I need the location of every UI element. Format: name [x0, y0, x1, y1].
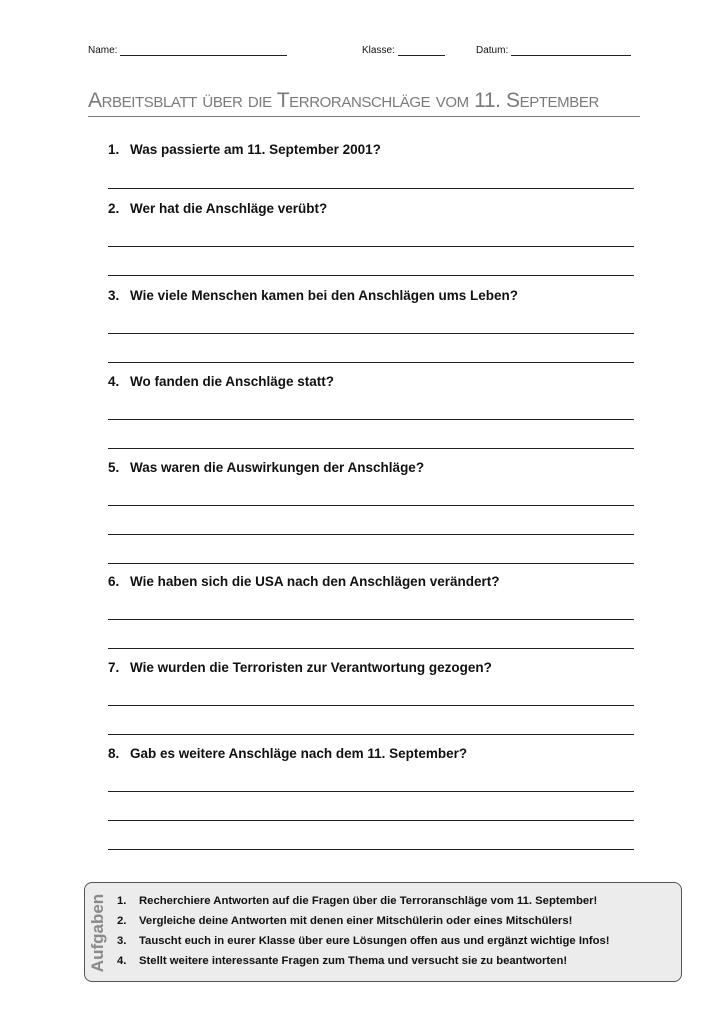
worksheet-title: Arbeitsblatt über die Terroranschläge vom 11. September [88, 88, 640, 117]
answer-line[interactable] [108, 734, 634, 735]
question-number: 6. [108, 574, 120, 589]
answer-line[interactable] [108, 246, 634, 247]
question-number: 1. [108, 142, 120, 157]
answer-line[interactable] [108, 188, 634, 189]
answer-line[interactable] [108, 448, 634, 449]
question-text: Was waren die Auswirkungen der Anschläge? [130, 460, 425, 475]
aufgaben-number: 3. [117, 935, 127, 947]
aufgaben-item [117, 951, 610, 971]
question-text: Was passierte am 11. September 2001? [130, 142, 381, 157]
question-4 [108, 373, 634, 391]
answer-line[interactable] [108, 791, 634, 792]
datum-field[interactable] [476, 44, 631, 56]
datum-label: Datum: [476, 45, 509, 56]
question-number: 7. [108, 660, 120, 675]
question-text: Wo fanden die Anschläge statt? [130, 374, 335, 389]
question-number: 8. [108, 746, 120, 761]
aufgaben-number: 1. [117, 895, 127, 907]
question-number: 2. [108, 201, 120, 216]
answer-line[interactable] [108, 619, 634, 620]
question-text: Wie viele Menschen kamen bei den Anschlägen ums Leben? [130, 288, 518, 303]
answer-line[interactable] [108, 849, 634, 850]
aufgaben-label: Aufgaben [88, 893, 107, 973]
question-7 [108, 659, 634, 677]
question-2 [108, 200, 634, 218]
aufgaben-item [117, 931, 610, 951]
aufgaben-text: Vergleiche deine Antworten mit denen einer Mitschülerin oder eines Mitschülers! [139, 915, 573, 927]
question-number: 4. [108, 374, 120, 389]
aufgaben-list [117, 891, 610, 971]
name-label: Name: [88, 45, 118, 56]
answer-line[interactable] [108, 820, 634, 821]
aufgaben-text: Stellt weitere interessante Fragen zum Thema und versucht sie zu beantworten! [139, 955, 568, 967]
datum-line [511, 44, 631, 56]
question-text: Wer hat die Anschläge verübt? [130, 201, 328, 216]
answer-line[interactable] [108, 705, 634, 706]
aufgaben-number: 4. [117, 955, 127, 967]
question-6 [108, 573, 634, 591]
header-fields [88, 44, 640, 60]
question-3 [108, 287, 634, 305]
question-number: 5. [108, 460, 120, 475]
question-8 [108, 745, 634, 763]
answer-line[interactable] [108, 419, 634, 420]
aufgaben-item [117, 891, 610, 911]
aufgaben-number: 2. [117, 915, 127, 927]
name-line [120, 44, 287, 56]
aufgaben-text: Recherchiere Antworten auf die Fragen über die Terroranschläge vom 11. September! [139, 895, 598, 907]
klasse-label: Klasse: [362, 45, 395, 56]
question-5 [108, 459, 634, 477]
answer-line[interactable] [108, 505, 634, 506]
aufgaben-item [117, 911, 610, 931]
answer-line[interactable] [108, 362, 634, 363]
answer-line[interactable] [108, 534, 634, 535]
klasse-line [398, 44, 445, 56]
answer-line[interactable] [108, 333, 634, 334]
question-1 [108, 141, 634, 159]
question-number: 3. [108, 288, 120, 303]
klasse-field[interactable] [362, 44, 445, 56]
aufgaben-box [84, 882, 682, 982]
aufgaben-text: Tauscht euch in eurer Klasse über eure Lösungen offen aus und ergänzt wichtige Infos! [139, 935, 610, 947]
question-text: Gab es weitere Anschläge nach dem 11. September? [130, 746, 468, 761]
question-text: Wie wurden die Terroristen zur Verantwortung gezogen? [130, 660, 492, 675]
answer-line[interactable] [108, 648, 634, 649]
answer-line[interactable] [108, 275, 634, 276]
question-text: Wie haben sich die USA nach den Anschlägen verändert? [130, 574, 500, 589]
answer-line[interactable] [108, 563, 634, 564]
name-field[interactable] [88, 44, 287, 56]
